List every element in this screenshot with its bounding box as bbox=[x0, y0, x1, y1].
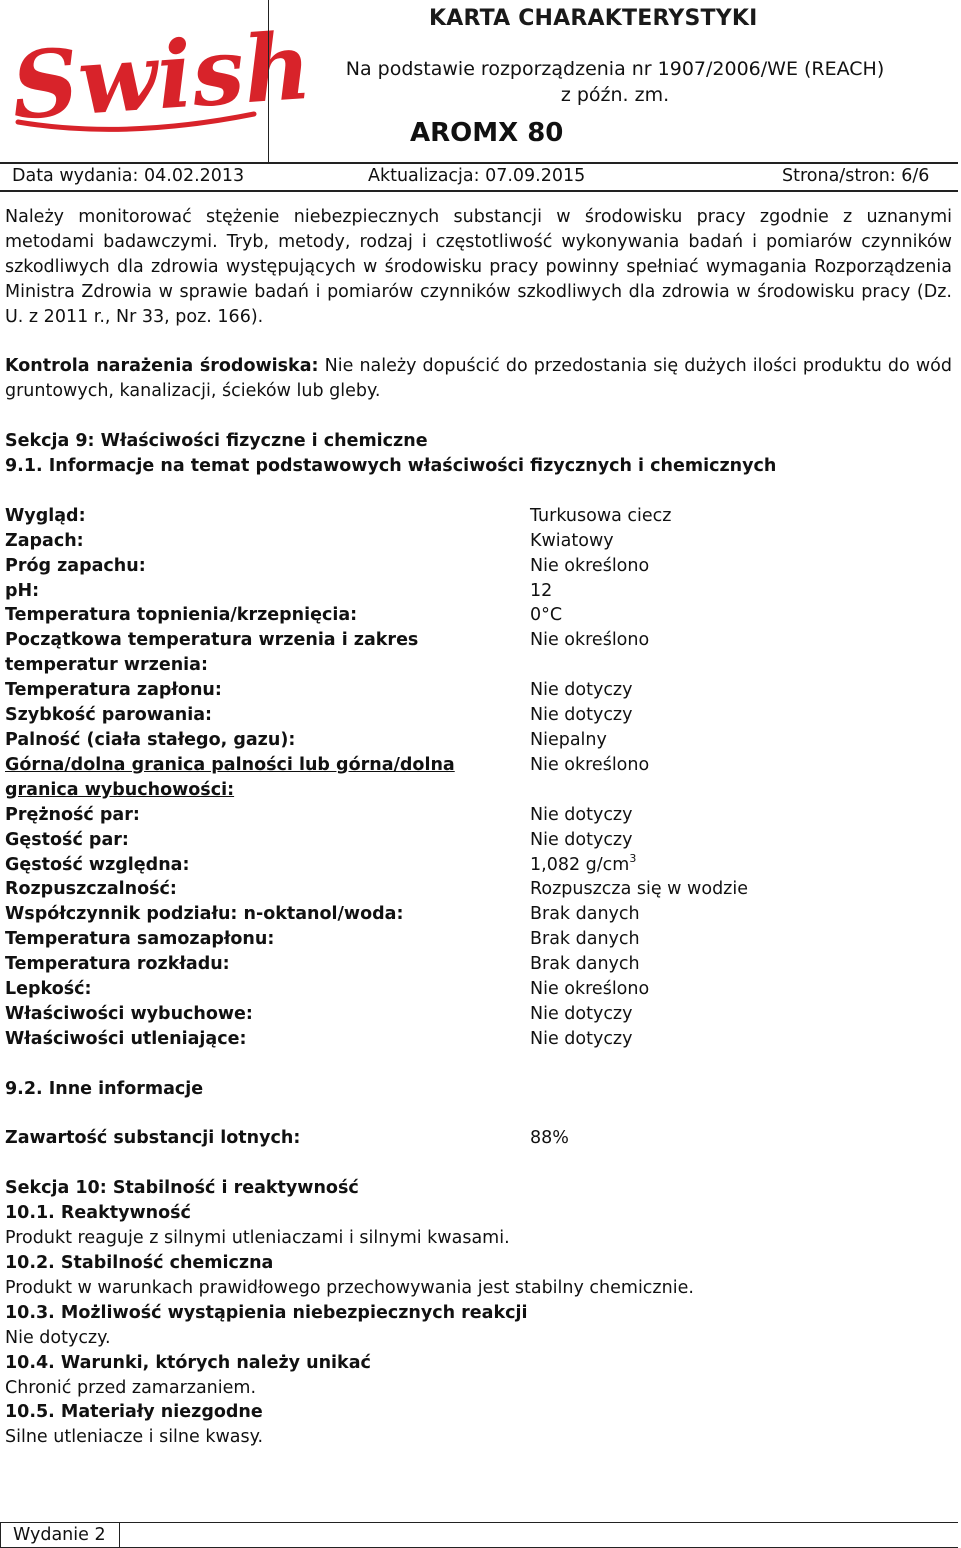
property-label: Właściwości wybuchowe: bbox=[5, 1003, 253, 1024]
subsection-10-5-text: Silne utleniacze i silne kwasy. bbox=[5, 1427, 264, 1448]
volatile-content-value: 88% bbox=[530, 1128, 569, 1149]
property-label: Temperatura topnienia/krzepnięcia: bbox=[5, 605, 358, 626]
property-value: Kwiatowy bbox=[530, 530, 614, 551]
property-label: Wygląd: bbox=[5, 505, 86, 526]
logo-text: Swish bbox=[8, 11, 315, 141]
property-row bbox=[5, 1002, 952, 1027]
subsection-10-4-heading: 10.4. Warunki, których należy unikać bbox=[5, 1352, 371, 1373]
property-label: Palność (ciała stałego, gazu): bbox=[5, 729, 296, 750]
property-value: Turkusowa ciecz bbox=[530, 505, 672, 526]
property-value: Nie dotyczy bbox=[530, 1028, 633, 1049]
page-number: Strona/stron: 6/6 bbox=[782, 166, 930, 186]
property-value: Nie dotyczy bbox=[530, 804, 633, 825]
subsection-9-2-heading: 9.2. Inne informacje bbox=[5, 1078, 204, 1099]
property-value: Nie dotyczy bbox=[530, 680, 633, 701]
environment-paragraph bbox=[5, 354, 952, 404]
update-date: Aktualizacja: 07.09.2015 bbox=[368, 166, 586, 186]
property-value: 0°C bbox=[530, 605, 563, 626]
product-name: AROMX 80 bbox=[410, 118, 564, 148]
property-label: Próg zapachu: bbox=[5, 555, 146, 576]
document-title: KARTA CHARAKTERYSTYKI bbox=[429, 6, 758, 31]
section-9-heading: Sekcja 9: Właściwości fizyczne i chemiczne bbox=[5, 431, 428, 452]
property-label: Górna/dolna granica palności lub górna/dolna granica wybuchowości: bbox=[5, 754, 455, 800]
property-label: Gęstość par: bbox=[5, 829, 129, 850]
property-row bbox=[5, 579, 952, 604]
property-row bbox=[5, 504, 952, 529]
subsection-10-2-text: Produkt w warunkach prawidłowego przechowywania jest stabilny chemicznie. bbox=[5, 1277, 694, 1298]
property-value: Nie dotyczy bbox=[530, 705, 633, 726]
property-value: Brak danych bbox=[530, 929, 640, 950]
property-value: Nie określono bbox=[530, 555, 650, 576]
property-value: Nie dotyczy bbox=[530, 829, 633, 850]
section-10-heading: Sekcja 10: Stabilność i reaktywność bbox=[5, 1178, 359, 1199]
density-unit-exponent: 3 bbox=[629, 851, 637, 865]
property-value: Nie określono bbox=[530, 630, 650, 651]
issue-date: Data wydania: 04.02.2013 bbox=[12, 166, 245, 186]
environment-text: Nie należy dopuścić do przedostania się dużych ilości produktu do wód gruntowych, kanalizacji, ścieków lub gleby. bbox=[5, 356, 952, 402]
property-value: Niepalny bbox=[530, 729, 607, 750]
property-row bbox=[5, 853, 952, 878]
edition-label: Wydanie 2 bbox=[13, 1525, 106, 1545]
monitoring-paragraph: Należy monitorować stężenie niebezpiecznych substancji w środowisku pracy zgodnie z uznanymi metodami badawczymi. Tryb, metody, rodzaj i częstotliwość wykonywania badań i pomiarów czynników szkodliwych dla zdrowia występujących w środowisku pracy powinny spełniać wymagania Rozporządzenia Ministra Zdrowia w sprawie badań i pomiarów czynników szkodliwych dla zdrowia w środowisku pracy (Dz. U. z 2011 r., Nr 33, poz. 166). bbox=[5, 207, 952, 327]
property-row bbox=[5, 678, 952, 703]
environment-label: Kontrola narażenia środowiska: bbox=[5, 356, 319, 377]
property-row bbox=[5, 977, 952, 1002]
property-row bbox=[5, 728, 952, 753]
property-label: Prężność par: bbox=[5, 804, 140, 825]
volatile-content-row bbox=[5, 1126, 952, 1151]
subsection-9-1-heading: 9.1. Informacje na temat podstawowych właściwości fizycznych i chemicznych bbox=[5, 456, 777, 477]
density-value: 1,082 g/cm bbox=[530, 854, 630, 875]
property-label: Rozpuszczalność: bbox=[5, 879, 177, 900]
property-label: Zapach: bbox=[5, 530, 84, 551]
property-row bbox=[5, 703, 952, 728]
subtitle-line-2: z późn. zm. bbox=[560, 84, 670, 106]
property-row bbox=[5, 603, 952, 628]
subtitle-line-1: Na podstawie rozporządzenia nr 1907/2006/WE (REACH) bbox=[345, 58, 885, 80]
property-value: Rozpuszcza się w wodzie bbox=[530, 879, 748, 900]
edition-box bbox=[0, 1523, 120, 1547]
property-label: Temperatura rozkładu: bbox=[5, 954, 230, 975]
document-footer bbox=[0, 1522, 958, 1548]
document-meta-row bbox=[0, 162, 958, 192]
subsection-10-2-heading: 10.2. Stabilność chemiczna bbox=[5, 1252, 274, 1273]
property-row bbox=[5, 952, 952, 977]
property-label: Współczynnik podziału: n-oktanol/woda: bbox=[5, 904, 404, 925]
subsection-10-4-text: Chronić przed zamarzaniem. bbox=[5, 1377, 257, 1398]
subsection-10-1-heading: 10.1. Reaktywność bbox=[5, 1203, 191, 1224]
property-row bbox=[5, 529, 952, 554]
property-value: Nie określono bbox=[530, 979, 650, 1000]
subsection-10-1-text: Produkt reaguje z silnymi utleniaczami i silnymi kwasami. bbox=[5, 1228, 510, 1249]
title-block bbox=[268, 0, 961, 162]
property-value: Brak danych bbox=[530, 904, 640, 925]
document-header bbox=[0, 0, 960, 190]
property-row bbox=[5, 1027, 952, 1052]
swish-logo bbox=[4, 2, 315, 162]
property-row bbox=[5, 877, 952, 902]
property-label: Właściwości utleniające: bbox=[5, 1028, 247, 1049]
property-value bbox=[530, 853, 952, 878]
swish-logo-graphic bbox=[4, 2, 315, 162]
property-label: Początkowa temperatura wrzenia i zakres temperatur wrzenia: bbox=[5, 630, 419, 676]
property-row bbox=[5, 628, 952, 678]
property-value: Brak danych bbox=[530, 954, 640, 975]
property-row bbox=[5, 902, 952, 927]
property-label: Szybkość parowania: bbox=[5, 705, 213, 726]
property-label: Gęstość względna: bbox=[5, 854, 190, 875]
property-label: Temperatura zapłonu: bbox=[5, 680, 222, 701]
property-value: Nie dotyczy bbox=[530, 1003, 633, 1024]
property-value: 12 bbox=[530, 580, 553, 601]
property-label: Temperatura samozapłonu: bbox=[5, 929, 275, 950]
property-label: pH: bbox=[5, 580, 40, 601]
property-row bbox=[5, 803, 952, 828]
property-row bbox=[5, 828, 952, 853]
property-row bbox=[5, 554, 952, 579]
properties-table bbox=[5, 504, 952, 1052]
volatile-content-label: Zawartość substancji lotnych: bbox=[5, 1128, 301, 1149]
subsection-10-5-heading: 10.5. Materiały niezgodne bbox=[5, 1402, 263, 1423]
property-row bbox=[5, 753, 952, 803]
property-label: Lepkość: bbox=[5, 979, 92, 1000]
subsection-10-3-heading: 10.3. Możliwość wystąpienia niebezpiecznych reakcji bbox=[5, 1302, 528, 1323]
subsection-10-3-text: Nie dotyczy. bbox=[5, 1327, 111, 1348]
property-value: Nie określono bbox=[530, 754, 650, 775]
property-row bbox=[5, 927, 952, 952]
regulation-subtitle bbox=[269, 56, 961, 108]
document-body bbox=[5, 205, 952, 1450]
